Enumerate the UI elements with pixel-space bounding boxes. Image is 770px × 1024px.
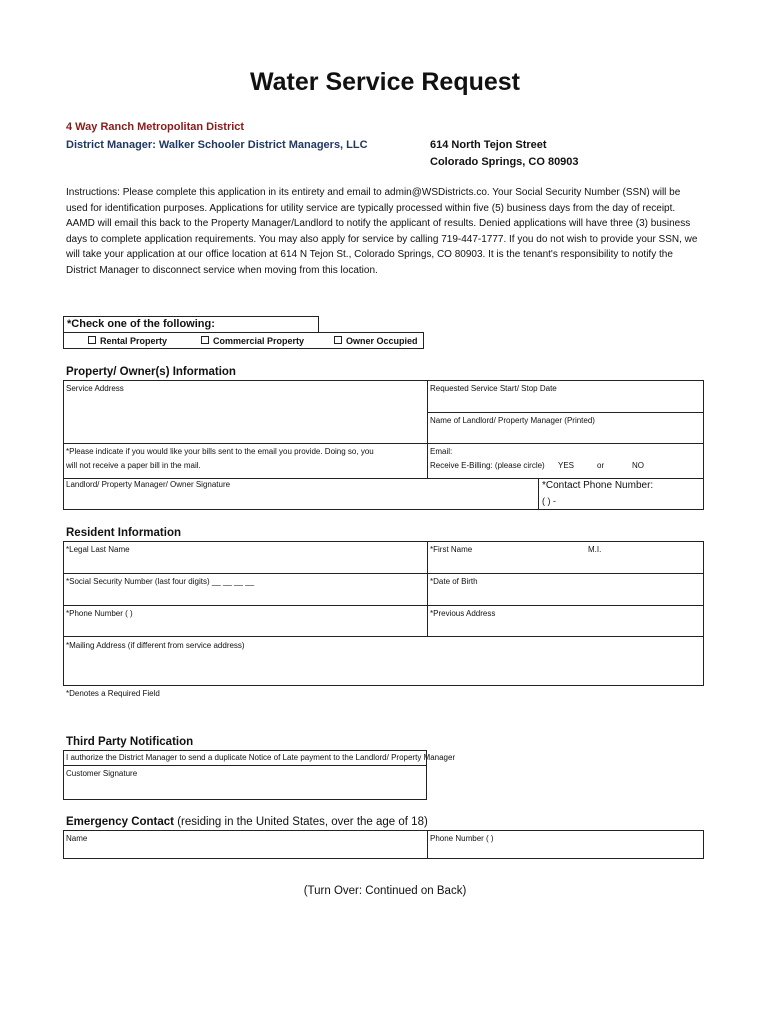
- ebilling-or-text: or: [597, 461, 605, 470]
- property-section-heading: Property/ Owner(s) Information: [66, 366, 236, 378]
- ebilling-label: Receive E-Billing: (please circle): [430, 461, 545, 470]
- check-one-label: *Check one of the following:: [67, 318, 215, 330]
- first-name-field[interactable]: *First Name: [430, 545, 473, 554]
- third-party-authorization-text: I authorize the District Manager to send a duplicate Notice of Late payment to the Landlord/ Property Manager: [66, 753, 456, 762]
- ssn-field[interactable]: *Social Security Number (last four digits) __ __ __ __: [66, 577, 255, 586]
- checkbox-icon[interactable]: [334, 336, 342, 344]
- ebilling-no-option[interactable]: NO: [632, 461, 644, 470]
- emergency-name-field[interactable]: Name: [66, 834, 88, 843]
- district-name: 4 Way Ranch Metropolitan District: [66, 121, 245, 133]
- emergency-table: [63, 830, 704, 859]
- date-of-birth-field[interactable]: *Date of Birth: [430, 577, 478, 586]
- district-manager: District Manager: Walker Schooler District Managers, LLC: [66, 139, 368, 151]
- service-address-field[interactable]: Service Address: [66, 384, 124, 393]
- required-field-note: *Denotes a Required Field: [66, 689, 160, 698]
- third-party-section-heading: Third Party Notification: [66, 736, 194, 748]
- check-one-options: [63, 332, 424, 349]
- resident-table: [63, 541, 704, 686]
- ebilling-yes-option[interactable]: YES: [558, 461, 575, 470]
- instructions-text: Instructions: Please complete this application in its entirety and email to admin@WSDistricts.co. Your Social Security Number (SSN) will be used for identification purposes. Applications for utility service are typically processed within five (5) business days from the day of receipt. AAMD will email this back to the Property Manager/Landlord to notify the applicant of results. Denied applications will have three (3) business days to complete application requirements. You may also apply for service by calling 719-447-1777. If you do not wish to provide your SSN, we will take your application at our office location at 614 N Tejon St., Colorado Springs, CO 80903. It is the tenant's responsibility to notify the District Manager to disconnect service when moving from this location.: [66, 187, 698, 276]
- landlord-name-field[interactable]: Name of Landlord/ Property Manager (Printed): [430, 416, 595, 425]
- emergency-section-heading: Emergency Contact (residing in the United States, over the age of 18): [66, 816, 428, 828]
- checkbox-icon[interactable]: [201, 336, 209, 344]
- phone-number-field[interactable]: *Phone Number ( ): [66, 609, 133, 618]
- contact-phone-format: ( ) -: [542, 496, 556, 506]
- option-rental-property[interactable]: Rental Property: [88, 336, 167, 346]
- office-address-line1: 614 North Tejon Street: [430, 139, 547, 151]
- resident-section-heading: Resident Information: [66, 527, 182, 539]
- bills-email-note-line1: *Please indicate if you would like your bills sent to the email you provide. Doing so, you: [66, 447, 374, 456]
- turn-over-note: (Turn Over: Continued on Back): [303, 885, 467, 897]
- third-party-table: [63, 750, 456, 800]
- middle-initial-field[interactable]: M.I.: [588, 545, 602, 554]
- landlord-signature-field[interactable]: Landlord/ Property Manager/ Owner Signature: [66, 480, 231, 489]
- property-table: [63, 380, 704, 510]
- option-commercial-property[interactable]: Commercial Property: [201, 336, 304, 346]
- form-title: Water Service Request: [249, 68, 521, 96]
- option-owner-occupied[interactable]: Owner Occupied: [334, 336, 418, 346]
- contact-phone-field[interactable]: *Contact Phone Number:: [542, 480, 654, 491]
- emergency-phone-field[interactable]: Phone Number ( ): [430, 834, 494, 843]
- legal-last-name-field[interactable]: *Legal Last Name: [66, 545, 130, 554]
- checkbox-icon[interactable]: [88, 336, 96, 344]
- mailing-address-field[interactable]: *Mailing Address (if different from service address): [66, 641, 245, 650]
- office-address-line2: Colorado Springs, CO 80903: [430, 156, 579, 168]
- bills-email-note-line2: will not receive a paper bill in the mail.: [66, 461, 201, 470]
- service-start-stop-date-field[interactable]: Requested Service Start/ Stop Date: [430, 384, 557, 393]
- check-one-header: [63, 316, 319, 333]
- previous-address-field[interactable]: *Previous Address: [430, 609, 496, 618]
- email-field[interactable]: Email:: [430, 447, 453, 456]
- customer-signature-field[interactable]: Customer Signature: [66, 769, 138, 778]
